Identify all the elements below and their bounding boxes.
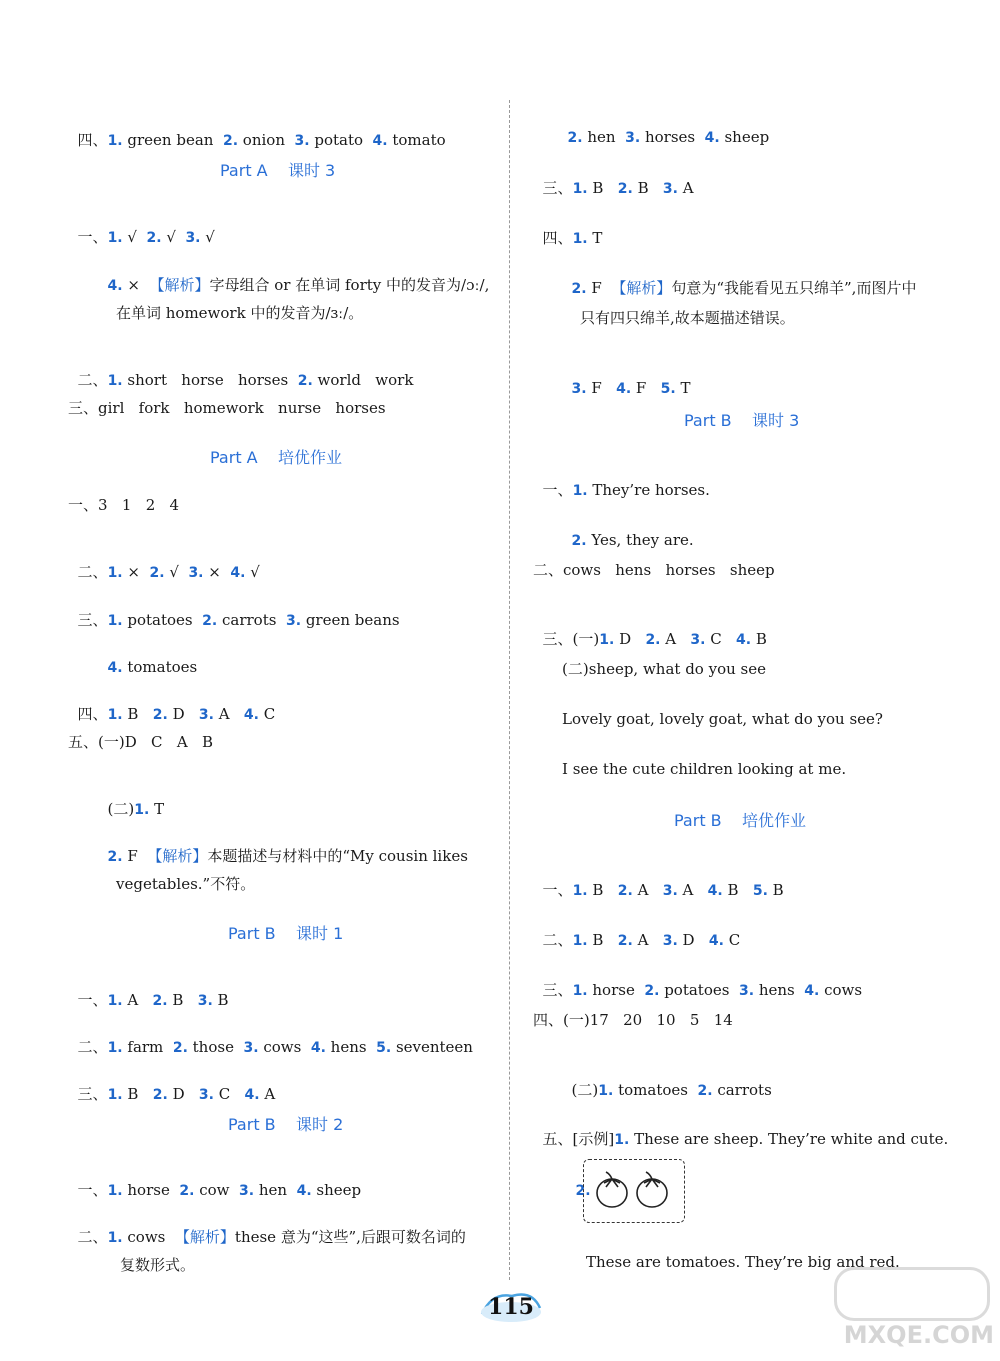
section-heading: Part B 培优作业 — [674, 811, 806, 830]
answer-line: 2. F 【解析】本题描述与材料中的“My cousin likes — [107, 847, 468, 865]
answer-line: Lovely goat, lovely goat, what do you see? — [562, 710, 883, 728]
answer-line: 三、1. horse 2. potatoes 3. hens 4. cows — [542, 981, 863, 999]
answer-line: 2. hen 3. horses 4. sheep — [567, 128, 770, 146]
tomatoes-drawing — [583, 1159, 685, 1223]
answer-line: 四、(一)17 20 10 5 14 — [533, 1011, 733, 1029]
answer-line: 只有四只绵羊,故本题描述错误。 — [580, 309, 795, 327]
answer-line: 3. F 4. F 5. T — [571, 379, 691, 397]
tomato-icon — [584, 1160, 684, 1222]
watermark-logo — [804, 1267, 994, 1353]
column-divider — [509, 100, 510, 1280]
watermark-seal — [834, 1267, 990, 1321]
section-heading: Part A 培优作业 — [210, 448, 342, 467]
page-number: 115 — [488, 1294, 534, 1320]
answer-line: These are tomatoes. They’re big and red. — [586, 1253, 900, 1271]
answer-line: 一、1. √ 2. √ 3. √ — [77, 228, 215, 246]
watermark-text: MXQE.COM — [843, 1321, 994, 1349]
answer-line: 4. tomatoes — [107, 658, 198, 676]
answer-line: 4. × 【解析】字母组合 or 在单词 forty 中的发音为/ɔː/, — [107, 276, 490, 294]
answer-line: 二、1. cows 【解析】these 意为“这些”,后跟可数名词的 — [77, 1228, 466, 1246]
answer-line: 四、1. green bean 2. onion 3. potato 4. tomato — [77, 131, 446, 149]
answer-line: 五、[示例]1. These are sheep. They’re white and cute. — [542, 1130, 949, 1148]
answer-line: 二、1. × 2. √ 3. × 4. √ — [77, 563, 260, 581]
answer-line: 二、1. farm 2. those 3. cows 4. hens 5. seventeen — [77, 1038, 473, 1056]
answer-line: 一、1. B 2. A 3. A 4. B 5. B — [542, 881, 784, 899]
answer-line: 在单词 homework 中的发音为/ɜː/。 — [116, 304, 364, 322]
answer-line: 三、1. B 2. D 3. C 4. A — [77, 1085, 276, 1103]
answer-line: 四、1. B 2. D 3. A 4. C — [77, 705, 276, 723]
answer-line: 2. F 【解析】句意为“我能看见五只绵羊”,而图片中 — [571, 279, 917, 297]
answer-line: 三、(一)1. D 2. A 3. C 4. B — [542, 630, 767, 648]
answer-line: 三、girl fork homework nurse horses — [68, 399, 386, 417]
answer-line: (二)1. tomatoes 2. carrots — [571, 1081, 772, 1099]
answer-line: I see the cute children looking at me. — [562, 760, 847, 778]
answer-line: 二、1. short horse horses 2. world work — [77, 371, 414, 389]
answer-line: vegetables.”不符。 — [116, 875, 256, 893]
answer-line: (二)sheep, what do you see — [562, 660, 766, 678]
answer-line: 复数形式。 — [120, 1256, 196, 1274]
page-number-badge — [476, 1290, 546, 1326]
answer-line: (二)1. T — [107, 800, 165, 818]
answer-line: 一、3 1 2 4 — [68, 496, 180, 514]
answer-line: 四、1. T — [542, 229, 603, 247]
answer-line: 一、1. A 2. B 3. B — [77, 991, 229, 1009]
answer-line: 三、1. B 2. B 3. A — [542, 179, 694, 197]
answer-line: 三、1. potatoes 2. carrots 3. green beans — [77, 611, 400, 629]
section-heading: Part B 课时 3 — [684, 411, 800, 430]
section-heading: Part B 课时 1 — [228, 924, 344, 943]
answer-line: 一、1. They’re horses. — [542, 481, 710, 499]
section-heading: Part A 课时 3 — [220, 161, 336, 180]
answer-line: 二、1. B 2. A 3. D 4. C — [542, 931, 741, 949]
answer-line: 一、1. horse 2. cow 3. hen 4. sheep — [77, 1181, 362, 1199]
answer-line: 五、(一)D C A B — [68, 733, 213, 751]
section-heading: Part B 课时 2 — [228, 1115, 344, 1134]
answer-line: 二、cows hens horses sheep — [533, 561, 775, 579]
answer-line: 2. Yes, they are. — [571, 531, 694, 549]
answer-line: 2. — [575, 1183, 591, 1199]
